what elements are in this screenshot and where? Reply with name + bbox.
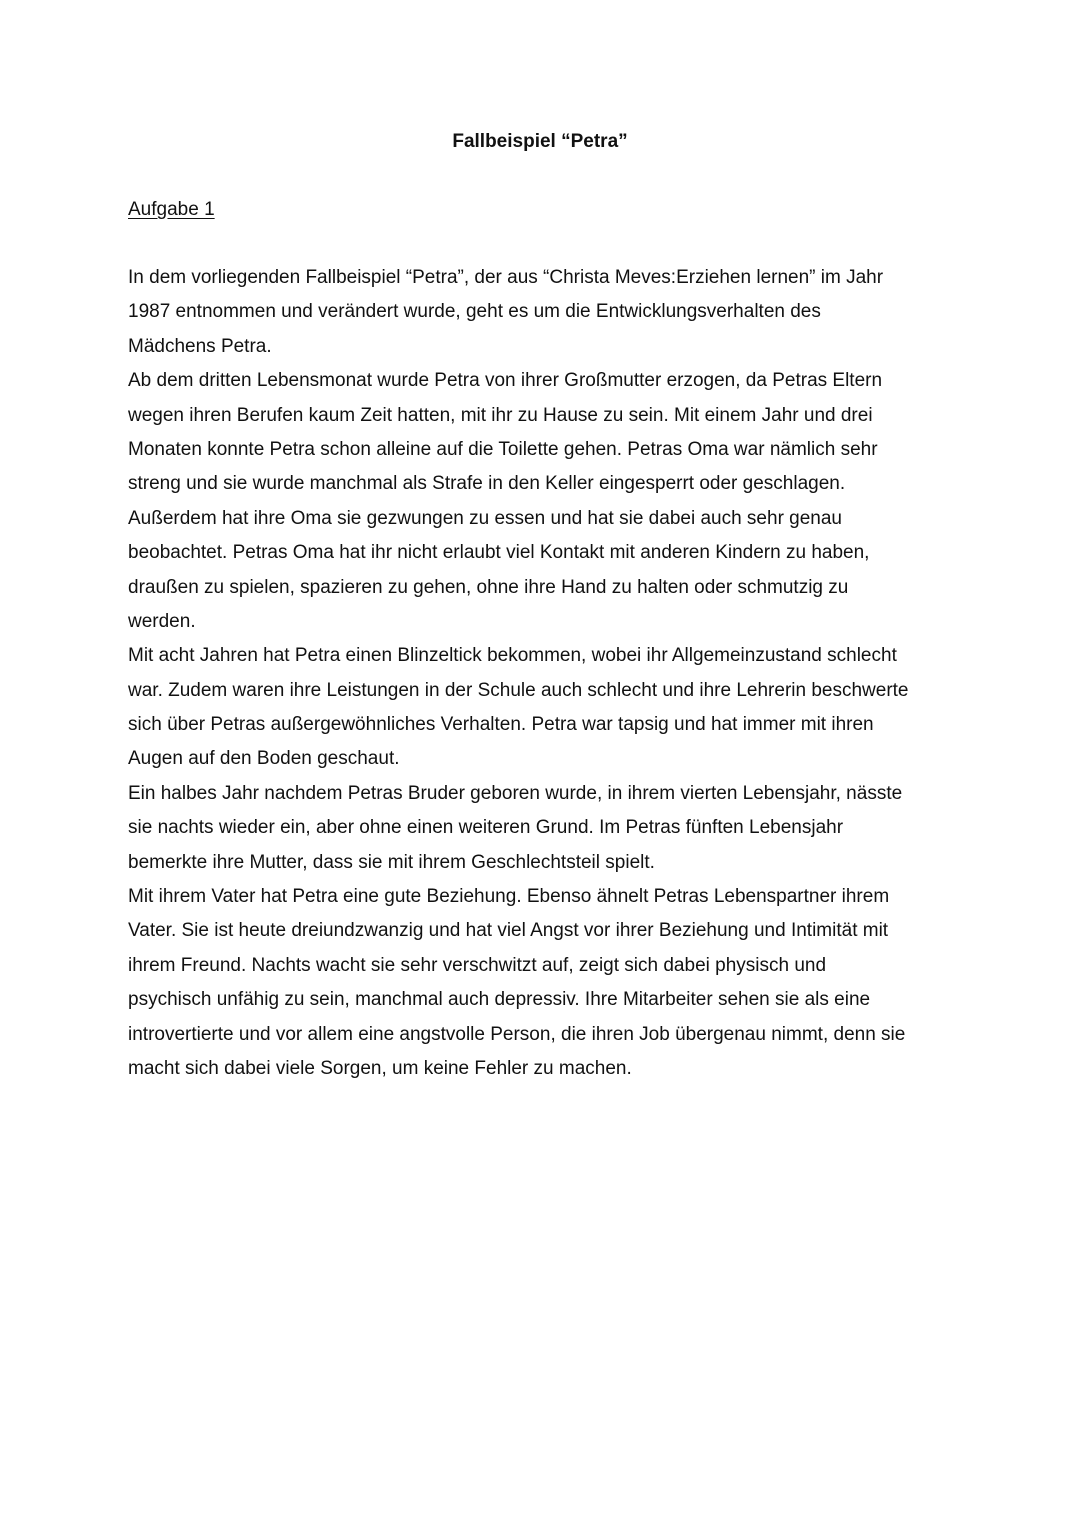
text-line: streng und sie wurde manchmal als Strafe in den Keller eingesperrt oder geschlagen. [128,473,846,495]
text-line: war. Zudem waren ihre Leistungen in der Schule auch schlecht und ihre Lehrerin beschwerte [128,679,909,701]
text-line: Mit ihrem Vater hat Petra eine gute Beziehung. Ebenso ähnelt Petras Lebenspartner ihrem [128,886,890,908]
text-line: Monaten konnte Petra schon alleine auf die Toilette gehen. Petras Oma war nämlich sehr [128,438,878,460]
text-line: Mit acht Jahren hat Petra einen Blinzeltick bekommen, wobei ihr Allgemeinzustand schlecht [128,645,897,667]
section-heading: Aufgabe 1 [128,199,215,220]
text-line: ihrem Freund. Nachts wacht sie sehr verschwitzt auf, zeigt sich dabei physisch und [128,954,827,976]
text-line: Ab dem dritten Lebensmonat wurde Petra von ihrer Großmutter erzogen, da Petras Eltern [128,370,883,392]
text-line: sich über Petras außergewöhnliches Verhalten. Petra war tapsig und hat immer mit ihren [128,714,874,736]
text-line: Ein halbes Jahr nachdem Petras Bruder geboren wurde, in ihrem vierten Lebensjahr, nässte [128,782,903,804]
text-line: Vater. Sie ist heute dreiundzwanzig und hat viel Angst vor ihrer Beziehung und Intimität mit [128,920,889,942]
text-line: Mädchens Petra. [128,335,272,357]
text-line: introvertierte und vor allem eine angstvolle Person, die ihren Job übergenau nimmt, denn sie [128,1023,906,1045]
text-line: Außerdem hat ihre Oma sie gezwungen zu essen und hat sie dabei auch sehr genau [128,507,843,529]
text-line: sie nachts wieder ein, aber ohne einen weiteren Grund. Im Petras fünften Lebensjahr [128,817,844,839]
body-text [128,264,958,1089]
text-line: draußen zu spielen, spazieren zu gehen, ohne ihre Hand zu halten oder schmutzig zu [128,576,849,598]
text-line: Augen auf den Boden geschaut. [128,748,400,770]
text-line: wegen ihren Berufen kaum Zeit hatten, mit ihr zu Hause zu sein. Mit einem Jahr und drei [128,404,873,426]
document-title: Fallbeispiel “Petra” [452,131,628,152]
text-line: werden. [128,610,196,632]
text-line: 1987 entnommen und verändert wurde, geht es um die Entwicklungsverhalten des [128,301,821,323]
text-line: beobachtet. Petras Oma hat ihr nicht erlaubt viel Kontakt mit anderen Kindern zu haben, [128,542,870,564]
text-line: psychisch unfähig zu sein, manchmal auch depressiv. Ihre Mitarbeiter sehen sie als eine [128,989,871,1011]
text-line: bemerkte ihre Mutter, dass sie mit ihrem Geschlechtsteil spielt. [128,851,655,873]
text-line: In dem vorliegenden Fallbeispiel “Petra”, der aus “Christa Meves:Erziehen lernen” im Jahr [128,267,884,288]
text-line: macht sich dabei viele Sorgen, um keine Fehler zu machen. [128,1057,632,1079]
